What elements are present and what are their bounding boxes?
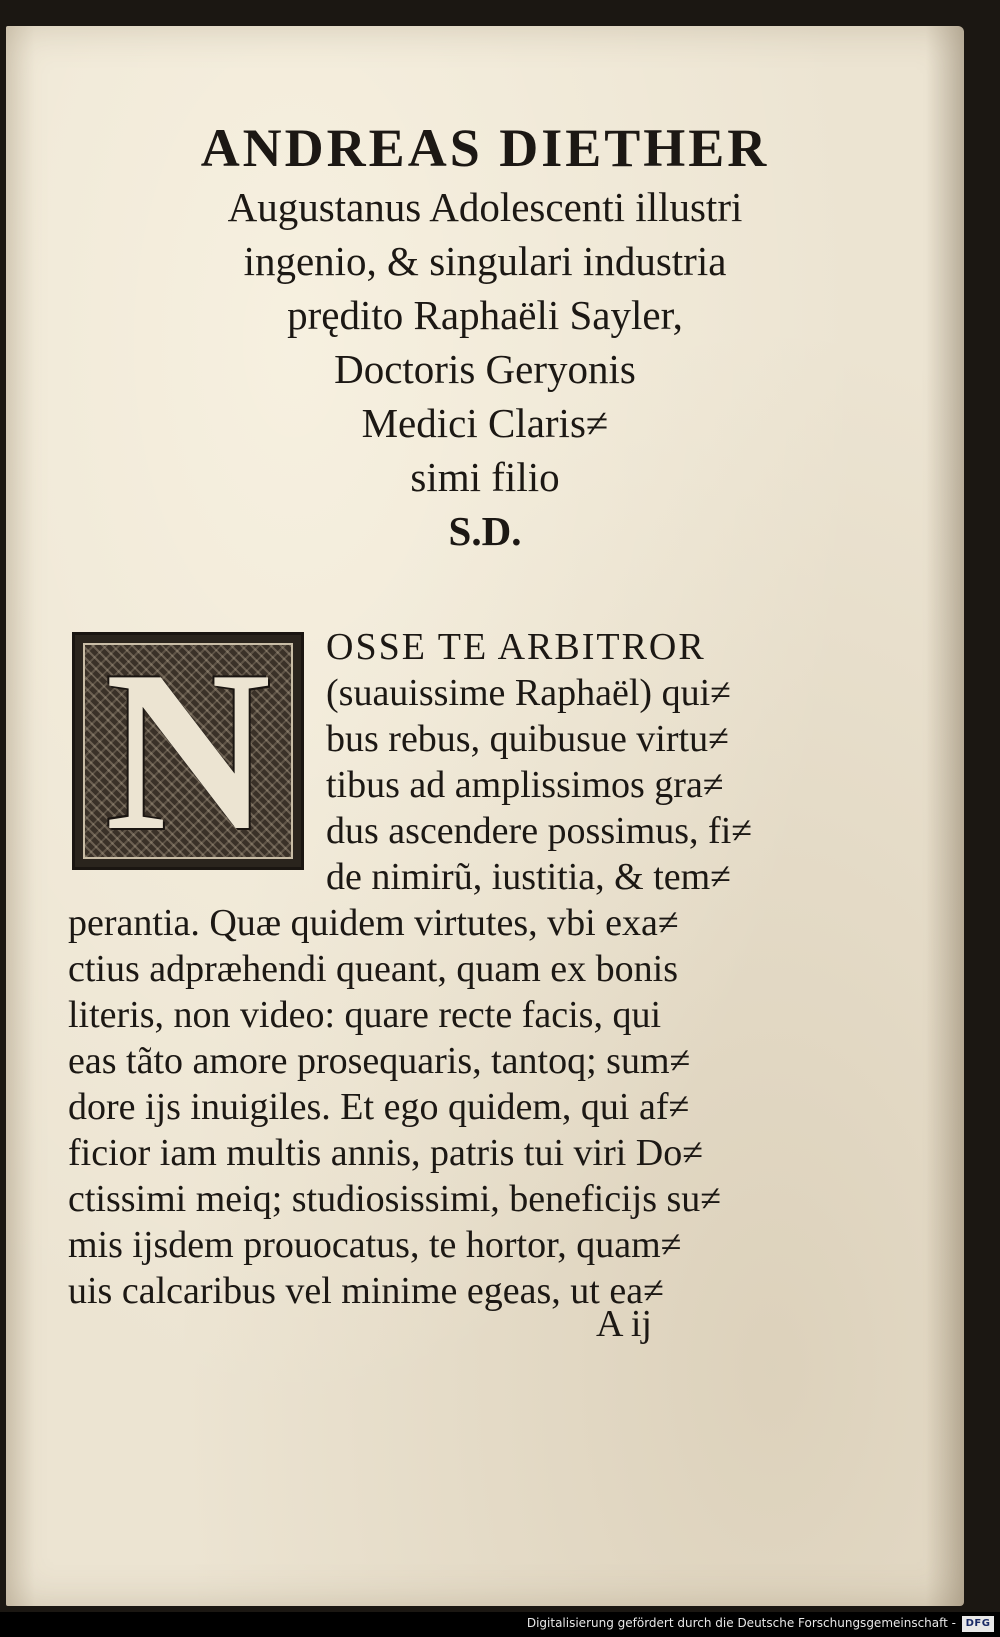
book-page [6, 26, 964, 1606]
heading-line-3: ingenio, & singulari industria [243, 238, 727, 284]
heading-salutation: S.D. [448, 508, 522, 554]
heading-line-5: Doctoris Geryonis [334, 346, 636, 392]
heading-line-4: prędito Raphaëli Sayler, [287, 292, 683, 338]
dfg-logo-icon: DFG [962, 1616, 994, 1632]
body-line: mis ijsdem prouocatus, te hortor, quam≠ [68, 1224, 682, 1266]
heading-line-2: Augustanus Adolescenti illustri [227, 184, 743, 230]
page-signature: A ij [596, 1303, 652, 1345]
body-line: ctius adpræhendi queant, quam ex bonis [68, 948, 678, 990]
heading-author: ANDREAS DIETHER [200, 118, 770, 178]
funding-credit: Digitalisierung gefördert durch die Deutsche Forschungsgemeinschaft - [526, 1616, 956, 1630]
body-line: ctissimi meiq; studiosissimi, beneficijs su≠ [68, 1178, 722, 1220]
initial-letter-n: N [104, 623, 272, 878]
body-line: dus ascendere possimus, fi≠ [326, 810, 753, 852]
body-line: OSSE TE ARBITROR [326, 626, 706, 668]
body-line: perantia. Quæ quidem virtutes, vbi exa≠ [68, 902, 679, 944]
body-line: bus rebus, quibusue virtu≠ [326, 718, 729, 760]
body-line: uis calcaribus vel minime egeas, ut ea≠ [68, 1270, 664, 1312]
heading-line-7: simi filio [410, 454, 560, 500]
decorated-initial [72, 623, 304, 878]
body-line: tibus ad amplissimos gra≠ [326, 764, 724, 806]
body-line: ficior iam multis annis, patris tui viri Do≠ [68, 1132, 704, 1174]
body-line: dore ijs inuigiles. Et ego quidem, qui af≠ [68, 1086, 690, 1128]
heading-line-6: Medici Claris≠ [361, 400, 609, 446]
footer-bar [0, 1612, 1000, 1637]
dedication-heading [6, 116, 964, 558]
body-line: de nimirũ, iustitia, & tem≠ [326, 856, 732, 898]
body-line: literis, non video: quare recte facis, qui [68, 994, 662, 1036]
body-line: eas tãto amore prosequaris, tantoq; sum≠ [68, 1040, 691, 1082]
body-line: (suauissime Raphaël) qui≠ [326, 672, 731, 714]
